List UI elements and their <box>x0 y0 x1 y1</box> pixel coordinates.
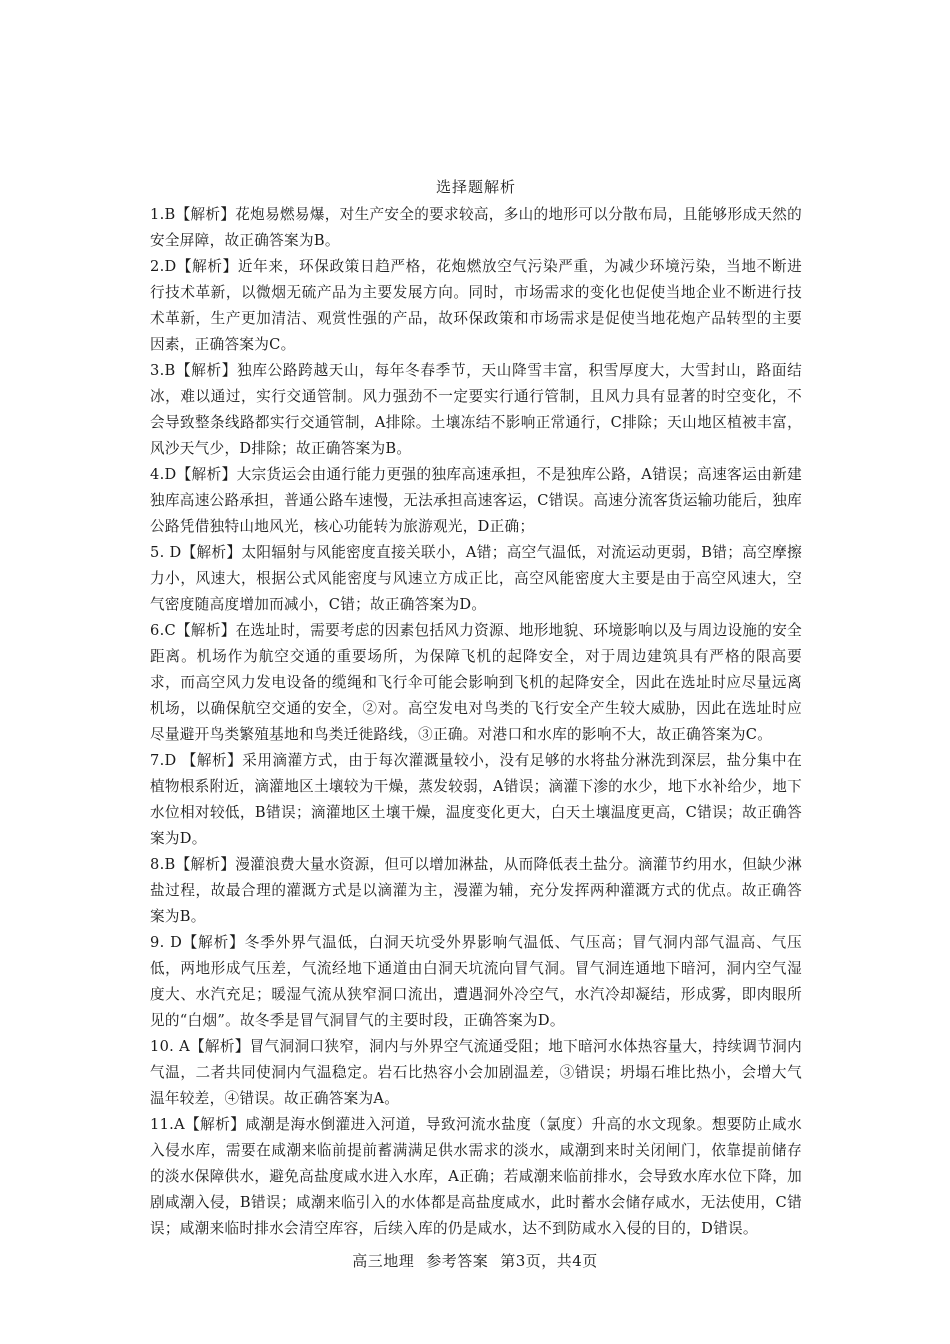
analysis-text: 大宗货运会由通行能力更强的独库高速承担，不是独库公路，A错误；高速客运由新建独库高速公路承担，普通公路车速慢，无法承担高速客运，C错误。高速分流客货运输功能后，独库公路凭借独特山地风光，核心功能转为旅游观光，D正确； <box>150 466 803 535</box>
footer-doc: 参考答案 <box>426 1252 489 1270</box>
answer-number: 4.D <box>150 466 177 483</box>
answer-number: 7.D <box>150 752 177 769</box>
analysis-tag: 【解析】 <box>176 466 237 483</box>
section-title: 选择题解析 <box>435 178 516 196</box>
answer-entry <box>150 748 802 852</box>
answer-entry <box>150 618 802 748</box>
answer-entry <box>150 254 802 358</box>
answer-number: 8.B <box>150 856 176 873</box>
analysis-tag: 【解析】 <box>184 1116 246 1133</box>
answer-entry <box>150 852 802 930</box>
answer-number: 5. D <box>150 544 182 561</box>
analysis-tag: 【解析】 <box>176 622 236 639</box>
analysis-text: 花炮易燃易爆，对生产安全的要求较高，多山的地形可以分散布局，且能够形成天然的安全屏障，故正确答案为B。 <box>150 206 803 249</box>
answer-number: 9. D <box>150 934 183 951</box>
analysis-text: 咸潮是海水倒灌进入河道，导致河流水盐度（氯度）升高的水文现象。想要防止咸水入侵水库，需要在咸潮来临前提前蓄满满足供水需求的淡水，咸潮到来时关闭闸门，依靠提前储存的淡水保障供水，避免高盐度咸水进入水库，A正确；若咸潮来临前排水，会导致水库水位下降，加剧咸潮入侵，B错误；咸潮来临引入的水体都是高盐度咸水，此时蓄水会储存咸水，无法使用，C错误；咸潮来临时排水会清空库容，后续入库的仍是咸水，达不到防咸水入侵的目的，D错误。 <box>150 1116 802 1237</box>
analysis-text: 独库公路跨越天山，每年冬春季节，天山降雪丰富，积雪厚度大，大雪封山，路面结冰，难以通过，实行交通管制。风力强劲不一定要实行通行管制，且风力具有显著的时空变化，不会导致整条线路都实行交通管制，A排除。土壤冻结不影响正常通行，C排除；天山地区植被丰富，风沙天气少，D排除；故正确答案为B。 <box>150 362 802 457</box>
analysis-text: 冒气洞洞口狭窄，洞内与外界空气流通受阻；地下暗河水体热容量大，持续调节洞内气温，二者共同使洞内气温稳定。岩石比热容小会加剧温差，③错误；坍塌石堆比热小，会增大气温年较差，④错误。故正确答案为A。 <box>150 1038 802 1107</box>
analysis-text: 在选址时，需要考虑的因素包括风力资源、地形地貌、环境影响以及与周边设施的安全距离。机场作为航空交通的重要场所，为保障飞机的起降安全，对于周边建筑具有严格的限高要求，而高空风力发电设备的缆绳和飞行伞可能会影响到飞机的起降安全，因此在选址时应尽量远离机场，以确保航空交通的安全，②对。高空发电对鸟类的飞行安全产生较大威胁，因此在选址时应尽量避开鸟类繁殖基地和鸟类迁徙路线，③正确。对港口和水库的影响不大，故正确答案为C。 <box>150 622 803 743</box>
answer-number: 10. A <box>150 1038 190 1055</box>
analysis-tag: 【解析】 <box>189 1038 250 1055</box>
answer-entry <box>150 930 802 1034</box>
analysis-tag: 【解析】 <box>175 362 238 379</box>
analysis-text: 冬季外界气温低，白洞天坑受外界影响气温低、气压高；冒气洞内部气温高、气压低，两地形成气压差，气流经地下通道由白洞天坑流向冒气洞。冒气洞连通地下暗河，洞内空气湿度大、水汽充足；暖湿气流从狭窄洞口流出，遭遇洞外冷空气，水汽冷却凝结，形成雾，即肉眼所见的“白烟”。故冬季是冒气洞冒气的主要时段，正确答案为D。 <box>150 934 803 1029</box>
answer-entry <box>150 1112 802 1242</box>
page-footer <box>0 1250 950 1272</box>
footer-subject: 高三地理 <box>352 1252 415 1270</box>
answer-entry <box>150 358 802 462</box>
answer-entry <box>150 1034 802 1112</box>
answer-number: 6.C <box>150 622 176 639</box>
analysis-tag: 【解析】 <box>175 206 236 223</box>
analysis-tag: 【解析】 <box>176 752 243 769</box>
answer-entry <box>150 202 802 254</box>
analysis-text: 漫灌浪费大量水资源，但可以增加淋盐，从而降低表土盐分。滴灌节约用水，但缺少淋盐过程，故最合理的灌溉方式是以滴灌为主，漫灌为辅，充分发挥两种灌溉方式的优点。故正确答案为B。 <box>150 856 803 925</box>
analysis-text: 近年来，环保政策日趋严格，花炮燃放空气污染严重，为减少环境污染，当地不断进行技术革新，以微烟无硫产品为主要发展方向。同时，市场需求的变化也促使当地企业不断进行技术革新，生产更加清洁、观赏性强的产品，故环保政策和市场需求是促使当地花炮产品转型的主要因素，正确答案为C。 <box>150 258 802 353</box>
answer-number: 3.B <box>150 362 176 379</box>
answer-number: 11.A <box>150 1116 185 1133</box>
answer-analysis-section <box>150 176 802 1242</box>
analysis-tag: 【解析】 <box>176 258 238 275</box>
answer-entry <box>150 462 802 540</box>
answer-number: 2.D <box>150 258 177 275</box>
entries-list <box>150 202 802 1242</box>
answer-number: 1.B <box>150 206 176 223</box>
answer-entry <box>150 540 802 618</box>
analysis-tag: 【解析】 <box>182 934 245 951</box>
analysis-tag: 【解析】 <box>181 544 242 561</box>
analysis-text: 采用滴灌方式，由于每次灌溉量较小，没有足够的水将盐分淋洗到深层，盐分集中在植物根系附近，滴灌地区土壤较为干燥，蒸发较弱，A错误；滴灌下渗的水少，地下水补给少，地下水位相对较低，B错误；滴灌地区土壤干燥，温度变化更大，白天土壤温度更高，C错误；故正确答案为D。 <box>150 752 802 847</box>
analysis-tag: 【解析】 <box>175 856 236 873</box>
footer-page: 第3页，共4页 <box>500 1252 598 1270</box>
analysis-text: 太阳辐射与风能密度直接关联小，A错；高空气温低，对流运动更弱，B错；高空摩擦力小，风速大，根据公式风能密度与风速立方成正比，高空风能密度大主要是由于高空风速大，空气密度随高度增加而减小，C错；故正确答案为D。 <box>150 544 802 613</box>
